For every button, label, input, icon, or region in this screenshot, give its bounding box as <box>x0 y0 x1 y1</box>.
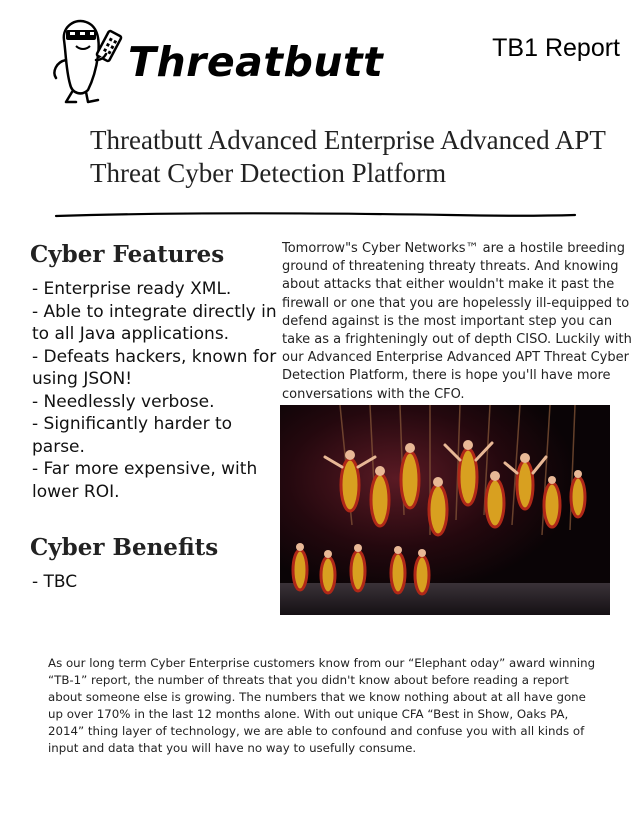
left-column <box>30 240 280 593</box>
feature-item: - Defeats hackers, known for using JSON! <box>32 346 277 389</box>
features-heading: Cyber Features <box>30 241 225 268</box>
benefits-list <box>32 571 280 593</box>
page-title: Threatbutt Advanced Enterprise Advanced APT Threat Cyber Detection Platform <box>90 125 606 188</box>
report-id: TB1 Report <box>492 34 620 62</box>
feature-item: - Far more expensive, with lower ROI. <box>32 459 258 502</box>
feature-item: - Able to integrate directly in to all Java applications. <box>32 301 277 344</box>
brand-wordmark: Threatbutt <box>128 38 384 86</box>
benefits-heading: Cyber Benefits <box>30 534 219 561</box>
features-list <box>32 278 280 503</box>
feature-item: - Needlessly verbose. <box>32 391 215 412</box>
feature-item: - Enterprise ready XML. <box>32 279 232 299</box>
intro-paragraph: Tomorrow"s Cyber Networks™ are a hostile breeding ground of threatening threaty threats. And knowing about attacks that either wouldn't make it past the firewall or one that you are hopelessly ill-equipped to defend against is the most important step you can take as a frighteningly out of depth CISO. Luckily with our Advanced Enterprise Advanced APT Threat Cyber Detection Platform, there is hope you'll have more conversations with the CFO. <box>282 241 632 402</box>
performers-photo <box>280 405 610 615</box>
body-paragraph: As our long term Cyber Enterprise customers know from our “Elephant oday” award winning “TB-1” report, the number of threats that you didn't know about before reading a report about someone else is growing. The numbers that we know nothing about at all have gone up over 170% in the last 12 months alone. With out unique CFA “Best in Show, Oaks PA, 2014” thing layer of technology, we are able to confound and confuse you with all kinds of input and data that you will have no way to usefully consume. <box>48 656 596 755</box>
benefit-item: - TBC <box>32 572 78 592</box>
feature-item: - Significantly harder to parse. <box>32 414 233 457</box>
title-divider <box>0 200 638 230</box>
threatbutt-mascot-icon <box>42 12 138 108</box>
